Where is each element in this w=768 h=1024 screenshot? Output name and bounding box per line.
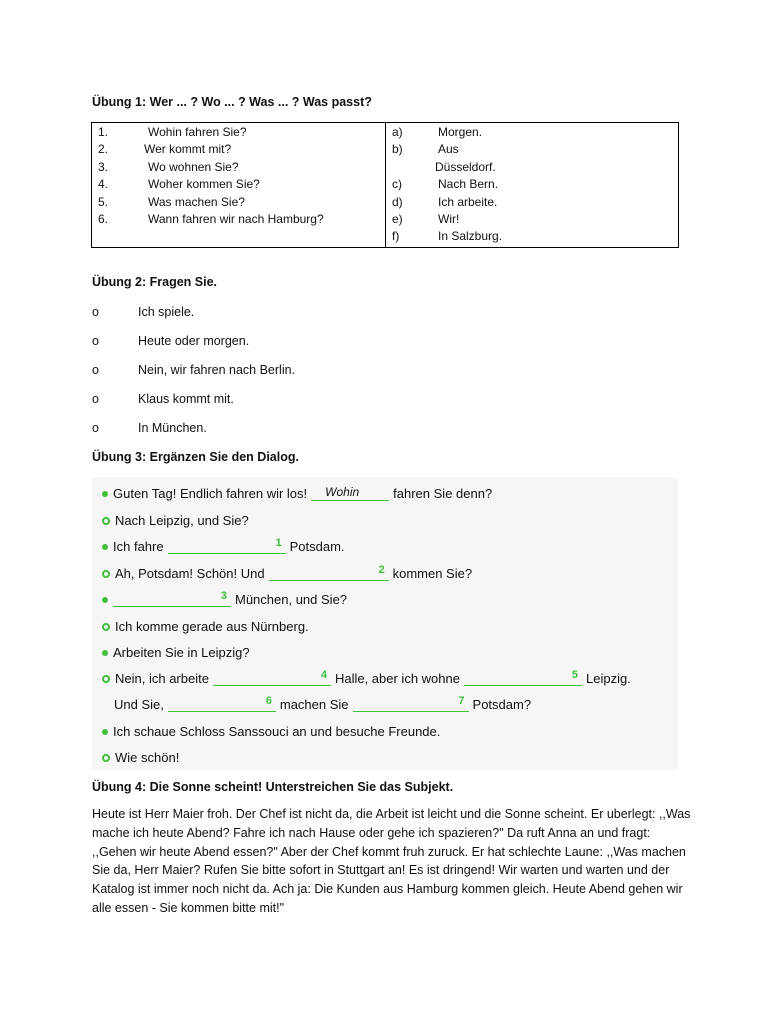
answer-gap-5[interactable] (464, 671, 582, 686)
dialog-text: Nach Leipzig, und Sie? (115, 513, 249, 528)
filled-bullet-icon (102, 650, 108, 656)
dialog-text: Ich komme gerade aus Nürnberg. (115, 619, 309, 634)
question-number: 3. (98, 159, 109, 174)
dialog-text: Wie schön! (115, 750, 180, 765)
gap-number: 4 (320, 669, 327, 681)
question-row (98, 194, 379, 211)
answer-text: Nach Bern. (438, 177, 499, 192)
question-row (98, 124, 379, 141)
answer-row (392, 141, 672, 158)
filled-bullet-icon (102, 491, 108, 497)
answer-row (392, 124, 672, 141)
question-text: Wer kommt mit? (144, 142, 232, 157)
answer-row (392, 194, 672, 211)
answer-letter (392, 159, 435, 176)
dialog-line (102, 671, 631, 686)
list-item-text: Klaus kommt mit. (138, 392, 234, 406)
answer-text: Morgen. (438, 125, 483, 139)
gap-number: 3 (220, 590, 227, 602)
dialog-text: kommen Sie? (392, 566, 473, 581)
answer-letter: b) (392, 142, 403, 157)
gap-number: 6 (265, 695, 272, 707)
bullet-marker: o (92, 334, 99, 348)
dialog-line (102, 513, 249, 528)
dialog-text: Potsdam. (289, 539, 345, 554)
dialog-line (102, 539, 345, 554)
dialog-line (102, 750, 179, 765)
answer-gap-3[interactable] (113, 592, 231, 607)
dialog-line (102, 592, 347, 607)
gap-number: 5 (571, 669, 578, 681)
question-row (98, 211, 379, 228)
question-text: Woher kommen Sie? (148, 177, 260, 192)
dialog-text: Arbeiten Sie in Leipzig? (113, 645, 250, 660)
list-item (92, 363, 295, 377)
answer-letter: a) (392, 125, 403, 139)
dialog-line (102, 619, 309, 634)
exercise-3-title: Übung 3: Ergänzen Sie den Dialog. (92, 450, 299, 464)
question-number: 5. (98, 194, 109, 209)
answer-row (392, 176, 672, 193)
open-bullet-icon (102, 570, 110, 578)
list-item (92, 305, 194, 319)
bullet-marker: o (92, 363, 99, 377)
dialog-text: Guten Tag! Endlich fahren wir los! (113, 486, 308, 501)
questions-cell (92, 123, 386, 248)
open-bullet-icon (102, 623, 110, 631)
answer-letter: e) (392, 211, 403, 226)
answer-row (392, 159, 672, 176)
filled-bullet-icon (102, 597, 108, 603)
exercise-1-table (91, 122, 679, 248)
answer-letter: c) (392, 177, 402, 192)
answer-gap-4[interactable] (213, 671, 331, 686)
dialog-text: Und Sie, (114, 697, 164, 712)
dialog-text: fahren Sie denn? (393, 486, 493, 501)
open-bullet-icon (102, 517, 110, 525)
dialog-box (92, 477, 678, 770)
dialog-line (102, 566, 472, 581)
question-number: 2. (98, 142, 109, 157)
answer-text: In Salzburg. (438, 229, 503, 244)
exercise-2-title: Übung 2: Fragen Sie. (92, 275, 218, 289)
list-item-text: Nein, wir fahren nach Berlin. (138, 363, 296, 377)
exercise-1-title: Übung 1: Wer ... ? Wo ... ? Was ... ? Was passt? (92, 95, 372, 109)
dialog-text: Potsdam? (472, 697, 532, 712)
dialog-text: Halle, aber ich wohne (334, 671, 460, 686)
question-row (98, 176, 379, 193)
open-bullet-icon (102, 754, 110, 762)
dialog-text: Ich schaue Schloss Sanssouci an und besuche Freunde. (113, 724, 441, 739)
answer-text: Wir! (438, 211, 460, 226)
question-number: 6. (98, 211, 109, 226)
list-item (92, 392, 234, 406)
dialog-text: Ah, Potsdam! Schön! Und (115, 566, 265, 581)
answer-row (392, 211, 672, 228)
list-item-text: Heute oder morgen. (138, 334, 250, 348)
answer-gap-2[interactable] (269, 566, 389, 581)
gap-number: 2 (378, 564, 385, 576)
answer-letter: d) (392, 194, 403, 209)
answer-letter: f) (392, 229, 400, 244)
question-text: Wohin fahren Sie? (148, 125, 247, 139)
open-bullet-icon (102, 675, 110, 683)
dialog-text: Nein, ich arbeite (115, 671, 209, 686)
answer-gap-example (311, 486, 389, 501)
bullet-marker: o (92, 305, 99, 319)
gap-number: 7 (458, 695, 465, 707)
bullet-marker: o (92, 421, 99, 435)
dialog-line (102, 486, 492, 501)
filled-bullet-icon (102, 729, 108, 735)
answer-gap-6[interactable] (168, 697, 276, 712)
exercise-4-paragraph: Heute ist Herr Maier froh. Der Chef ist nicht da, die Arbeit ist leicht und die Sonne scheint. Er uberlegt: ,,Was mache ich heute Abend? Fahre ich nach Hause oder gehe ich spazieren?" Da ruft Anna an und fragt: ,,Gehen wir heute Abend essen?" Aber der Chef kommt fruh zuruck. Er hat schlechte Laune: ,,Was machen Sie da, Herr Maier? Rufen Sie bitte sofort in Stuttgart an! Es ist dringend! Wir warten und warten und der Katalog ist immer noch nicht da. Ach ja: Die Kunden aus Hamburg kommen gleich. Heute Abend gehen wir alle essen - Sie kommen bitte mit!" (92, 807, 691, 915)
answer-text: Düsseldorf. (435, 159, 496, 174)
dialog-line (114, 697, 531, 712)
list-item (92, 334, 249, 348)
question-text: Wann fahren wir nach Hamburg? (148, 211, 324, 226)
answer-text: Ich arbeite. (438, 194, 498, 209)
question-text: Was machen Sie? (148, 194, 245, 209)
answer-gap-7[interactable] (353, 697, 469, 712)
filled-bullet-icon (102, 544, 108, 550)
question-number: 1. (98, 125, 109, 139)
dialog-text: Ich fahre (113, 539, 164, 554)
answer-gap-1[interactable] (168, 539, 286, 554)
gap-number: 1 (275, 537, 282, 549)
question-row (98, 159, 379, 176)
list-item-text: In München. (138, 421, 207, 435)
dialog-text: München, und Sie? (235, 592, 348, 607)
exercise-4-title: Übung 4: Die Sonne scheint! Unterstreichen Sie das Subjekt. (92, 780, 454, 794)
question-text: Wo wohnen Sie? (148, 159, 239, 174)
answers-cell (386, 123, 679, 248)
list-item-text: Ich spiele. (138, 305, 195, 319)
dialog-line (102, 724, 440, 739)
dialog-line (102, 645, 250, 660)
dialog-text: Leipzig. (585, 671, 631, 686)
question-number: 4. (98, 177, 109, 192)
list-item (92, 421, 207, 435)
answer-row (392, 228, 672, 245)
example-answer: Wohin (325, 485, 360, 499)
question-row (98, 141, 379, 158)
dialog-text: machen Sie (279, 697, 349, 712)
bullet-marker: o (92, 392, 99, 406)
answer-text: Aus (438, 142, 459, 157)
